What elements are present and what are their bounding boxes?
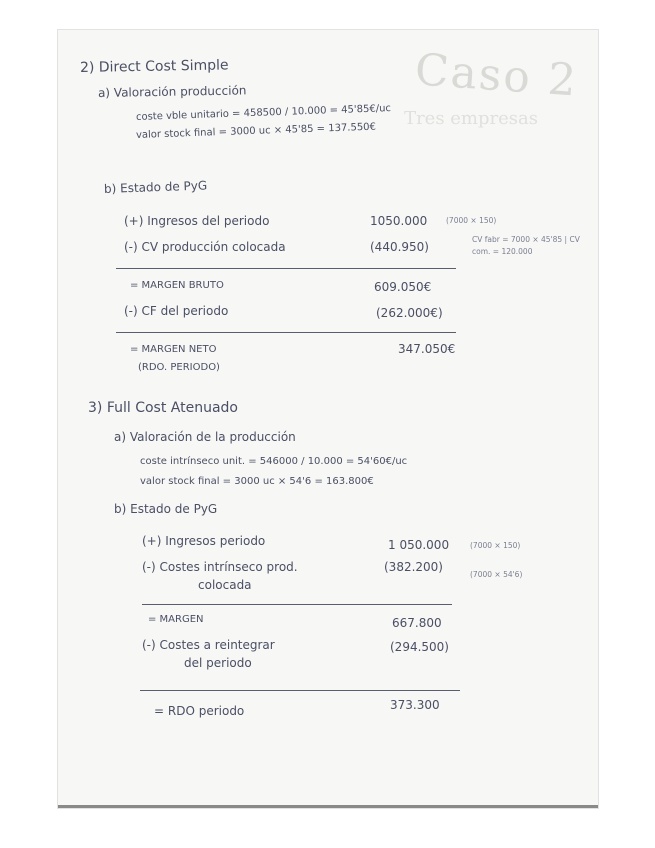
row-ingresos-value: 1050.000 (370, 214, 428, 228)
row-costes-intrinseco-label: (-) Costes intrínseco prod. (142, 560, 298, 574)
row-costes-reintegrar-label: (-) Costes a reintegrar (142, 638, 275, 652)
divider-1 (116, 268, 456, 269)
section-2a-line-1: coste vble unitario = 458500 / 10.000 = 45'85€/uc (135, 103, 392, 123)
row-margen-neto-label: = MARGEN NETO (130, 344, 217, 355)
section-2-title: 2) Direct Cost Simple (79, 57, 229, 76)
row-cf-label: (-) CF del periodo (124, 304, 229, 318)
divider-3 (142, 604, 452, 605)
bleed-through-subtitle: Tres empresas (404, 108, 538, 129)
divider-2 (116, 332, 456, 333)
row-margen-neto-value: 347.050€ (398, 342, 456, 356)
row-ingresos-fc-value: 1 050.000 (388, 538, 450, 552)
divider-4 (140, 690, 460, 691)
section-2a-title: a) Valoración producción (97, 83, 247, 100)
row-costes-reintegrar-label-2: del periodo (184, 656, 252, 670)
row-cf-value: (262.000€) (376, 306, 443, 320)
row-margen-bruto-label: = MARGEN BRUTO (130, 280, 224, 291)
row-ingresos-fc-note: (7000 × 150) (470, 541, 521, 550)
bleed-through-title: Caso 2 (413, 44, 580, 107)
notebook-page (58, 30, 598, 808)
row-rdo-fc-label: = RDO periodo (154, 704, 245, 718)
section-3b-title: b) Estado de PyG (114, 502, 218, 516)
row-costes-intrinseco-value: (382.200) (384, 560, 443, 574)
page-bottom-edge (58, 805, 598, 808)
section-3a-line-1: coste intrínseco unit. = 546000 / 10.000 = 54'60€/uc (140, 456, 408, 467)
row-ingresos-fc-label: (+) Ingresos periodo (142, 534, 266, 548)
row-cv-note: CV fabr = 7000 × 45'85 | CV com. = 120.000 (472, 235, 580, 256)
row-ingresos-note: (7000 × 150) (446, 216, 497, 225)
section-2b-title: b) Estado de PyG (103, 178, 208, 196)
row-rdo-fc-value: 373.300 (390, 698, 440, 712)
row-costes-intrinseco-note: (7000 × 54'6) (470, 570, 523, 579)
row-margen-fc-label: = MARGEN (148, 614, 204, 625)
row-costes-intrinseco-label-2: colocada (198, 578, 252, 592)
section-3a-line-2: valor stock final = 3000 uc × 54'6 = 163.800€ (140, 476, 374, 487)
row-costes-reintegrar-value: (294.500) (390, 640, 449, 654)
section-3-title: 3) Full Cost Atenuado (88, 400, 238, 416)
section-3a-title: a) Valoración de la producción (114, 430, 296, 444)
row-cv-label: (-) CV producción colocada (124, 240, 286, 254)
row-margen-fc-value: 667.800 (392, 616, 442, 630)
row-margen-bruto-value: 609.050€ (374, 280, 432, 294)
row-cv-value: (440.950) (370, 240, 429, 254)
row-rdo-periodo-label: (RDO. PERIODO) (138, 362, 220, 373)
row-ingresos-label: (+) Ingresos del periodo (124, 214, 270, 228)
section-2a-line-2: valor stock final = 3000 uc × 45'85 = 137.550€ (135, 121, 377, 141)
